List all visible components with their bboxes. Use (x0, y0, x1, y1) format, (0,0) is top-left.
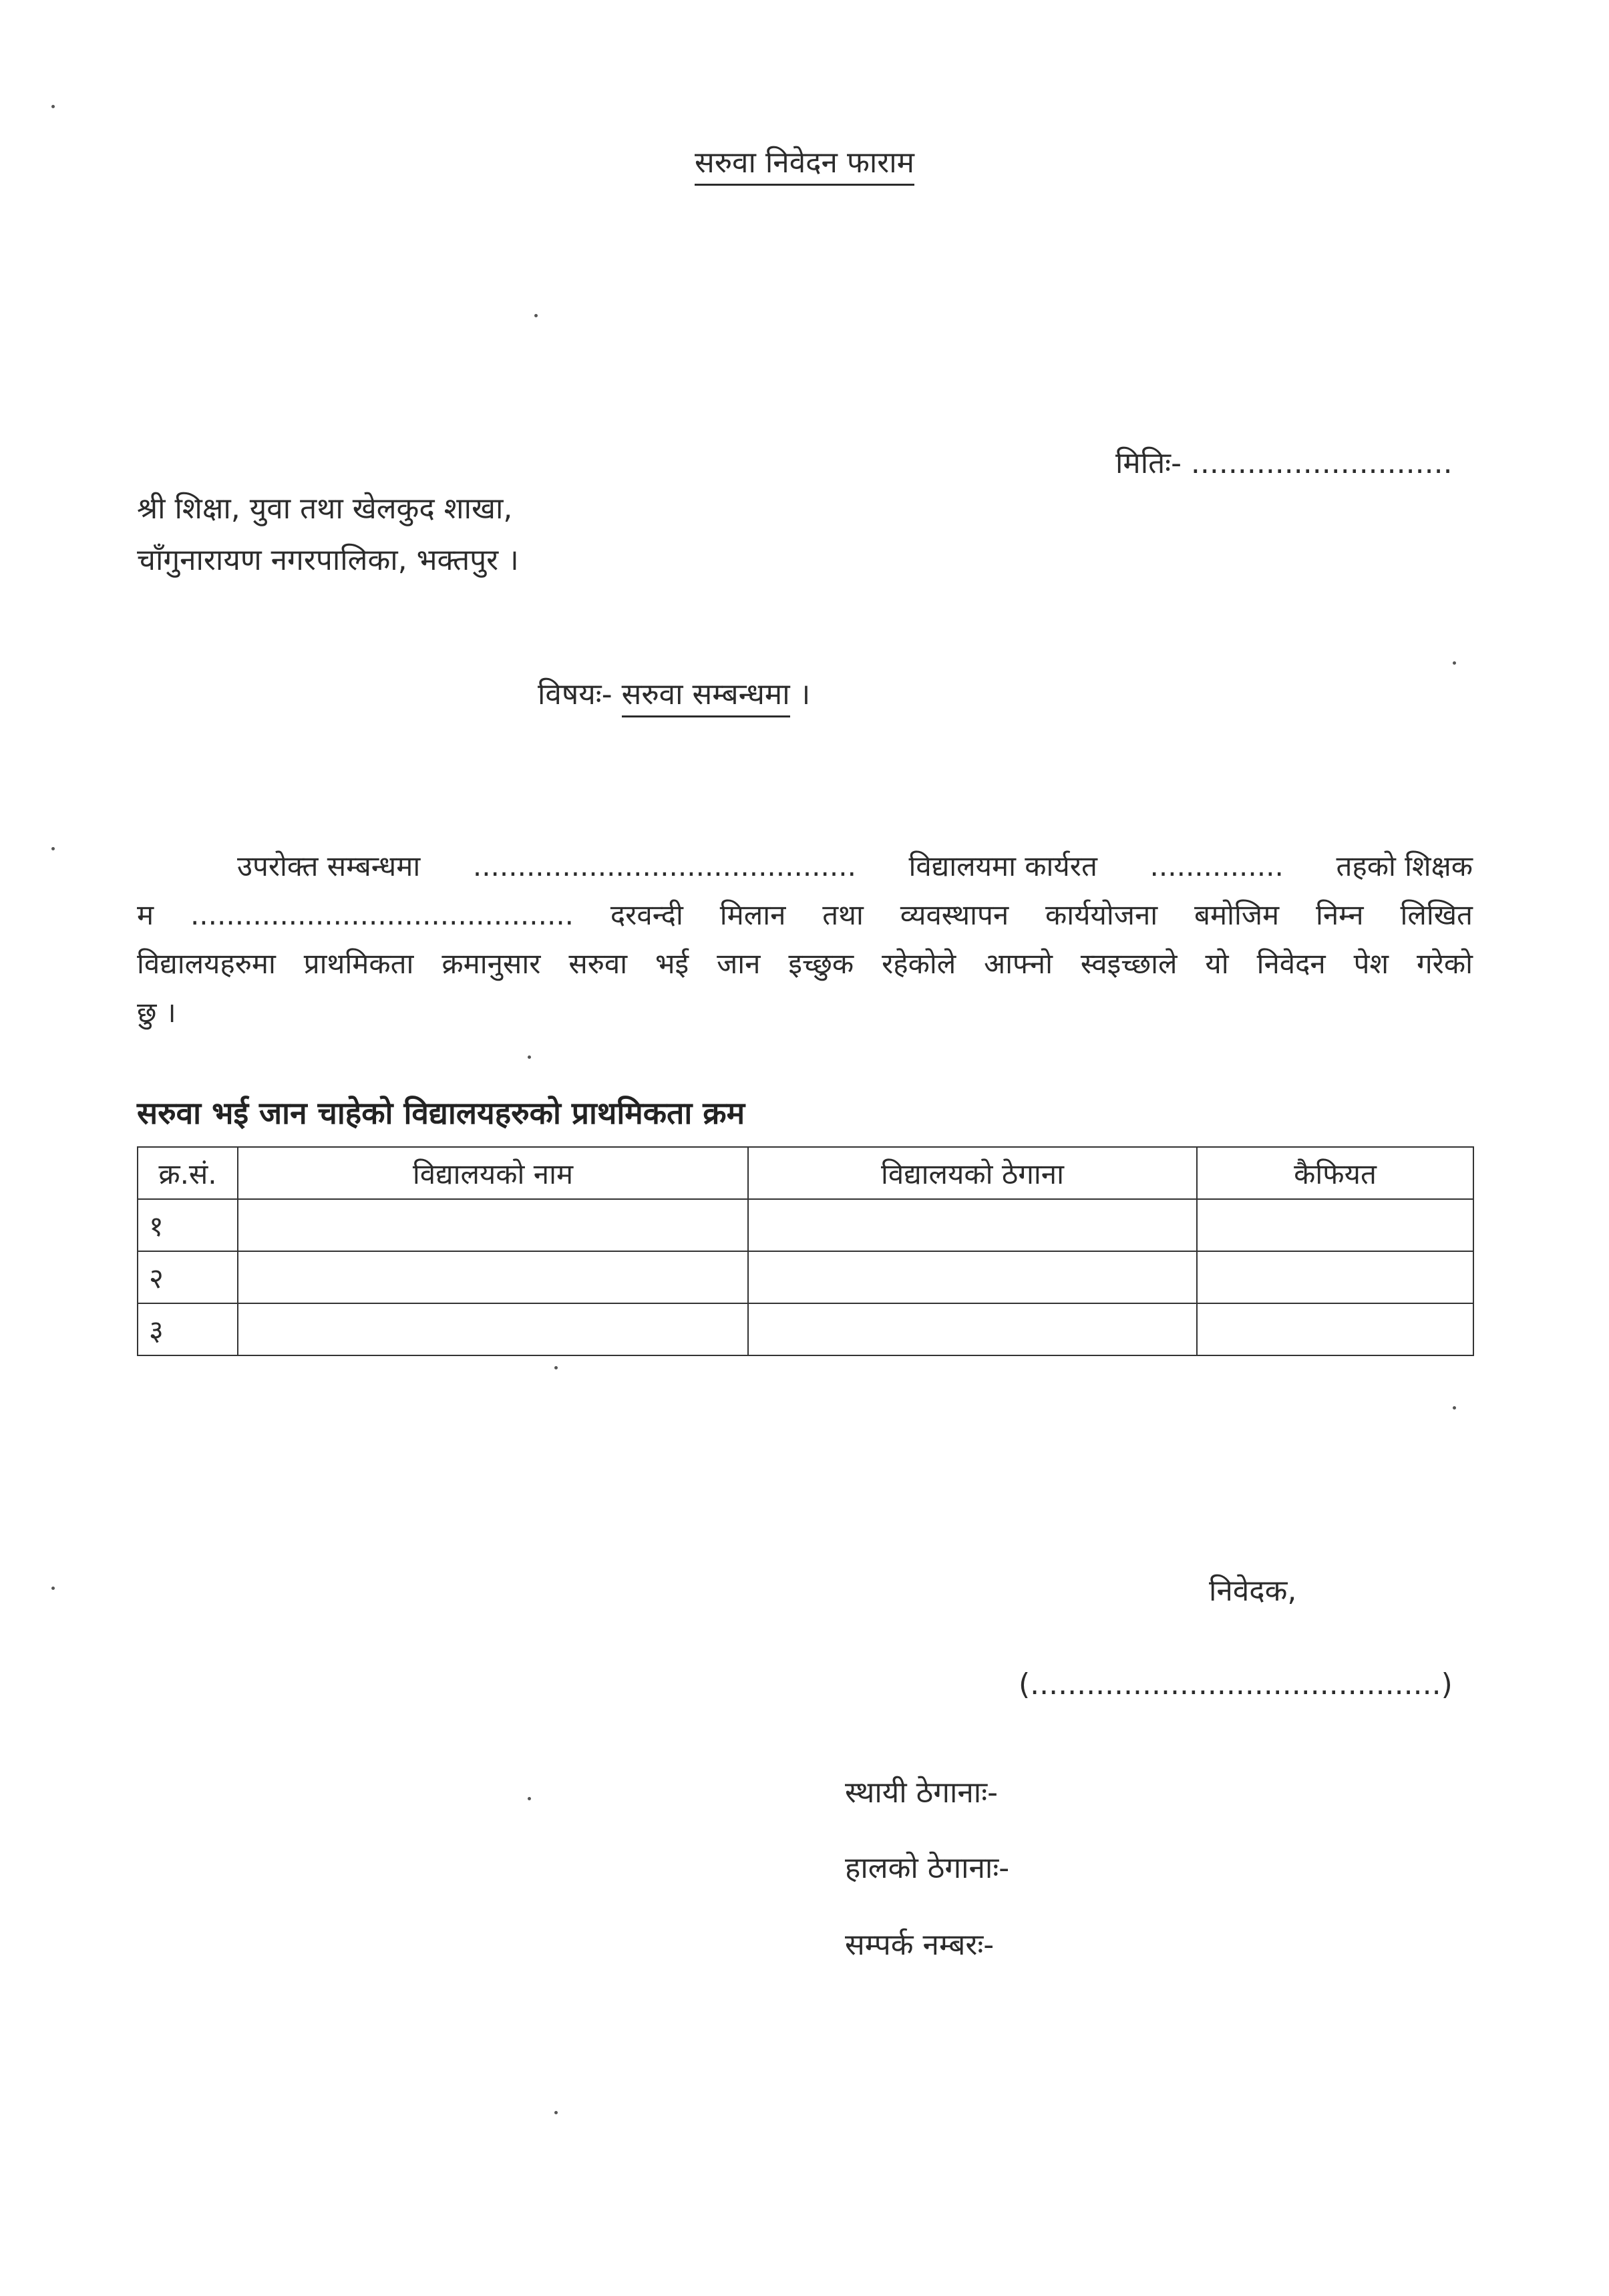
body-word: निवेदन (1256, 947, 1326, 980)
scan-speck (51, 1587, 55, 1590)
body-word: तथा (822, 898, 864, 931)
body-word: कार्ययोजना (1045, 898, 1158, 931)
body-word: भई (655, 947, 689, 980)
body-word: क्रमानुसार (441, 947, 541, 980)
priority-table (137, 1146, 1474, 1356)
scan-speck (554, 2111, 558, 2114)
table-heading: सरुवा भई जान चाहेको विद्यालयहरुको प्राथमिकता क्रम (137, 1095, 745, 1131)
body-word: पेश (1353, 947, 1389, 980)
body-line-3 (137, 947, 1473, 983)
table-row (138, 1251, 1473, 1303)
scan-speck (51, 847, 55, 850)
school-address-cell[interactable] (748, 1199, 1197, 1251)
remarks-cell[interactable] (1197, 1303, 1473, 1355)
scan-speck (528, 1797, 531, 1800)
current-address-label: हालको ठेगानाः- (845, 1851, 1010, 1885)
contact-number-label: सम्पर्क नम्बरः- (845, 1928, 995, 1962)
body-word: लिखित (1400, 898, 1473, 931)
table-row (138, 1303, 1473, 1355)
scan-speck (554, 1366, 558, 1369)
scan-speck (528, 1055, 531, 1059)
body-word: ........................................... (190, 898, 574, 931)
column-header-school-name: विद्यालयको नाम (238, 1147, 748, 1199)
body-word: व्यवस्थापन (900, 898, 1009, 931)
school-name-cell[interactable] (238, 1251, 748, 1303)
applicant-label: निवेदक, (1209, 1574, 1297, 1608)
body-word: उपरोक्त सम्बन्धमा (237, 850, 421, 882)
scan-speck (1453, 1406, 1456, 1410)
body-line-1 (137, 852, 1473, 886)
body-word: यो (1205, 947, 1229, 980)
remarks-cell[interactable] (1197, 1199, 1473, 1251)
school-address-cell[interactable] (748, 1303, 1197, 1355)
body-word: विद्यालयहरुमा (137, 947, 276, 980)
applicant-name-line: (............................................) (1019, 1667, 1453, 1701)
table-row (138, 1199, 1473, 1251)
scan-speck (1453, 661, 1456, 665)
date-field: मितिः- ............................ (1115, 446, 1453, 480)
subject-end: । (799, 677, 811, 711)
body-word: विद्यालयमा कार्यरत (908, 850, 1097, 882)
form-title-text: सरुवा निवेदन फाराम (695, 146, 914, 186)
body-word: गरेको (1417, 947, 1473, 980)
scan-speck (534, 314, 538, 317)
form-title (0, 148, 1609, 178)
recipient-line-1: श्री शिक्षा, युवा तथा खेलकुद शाखा, (137, 492, 513, 526)
body-word: बमोजिम (1194, 898, 1280, 931)
body-word: प्राथमिकता (303, 947, 414, 980)
body-word: जान (717, 947, 761, 980)
body-word: सरुवा (568, 947, 628, 980)
column-header-remarks: कैफियत (1197, 1147, 1473, 1199)
body-word: इच्छुक (788, 947, 854, 980)
body-word: स्वइच्छाले (1080, 947, 1178, 980)
body-line-4: छु । (137, 996, 176, 1029)
serial-cell: २ (138, 1251, 238, 1303)
column-header-school-address: विद्यालयको ठेगाना (748, 1147, 1197, 1199)
serial-cell: १ (138, 1199, 238, 1251)
table-header-row (138, 1147, 1473, 1199)
column-header-serial: क्र.सं. (138, 1147, 238, 1199)
subject-label: विषयः- (538, 677, 612, 711)
school-name-cell[interactable] (238, 1199, 748, 1251)
serial-cell: ३ (138, 1303, 238, 1355)
recipient-line-2: चाँगुनारायण नगरपालिका, भक्तपुर । (137, 543, 519, 577)
remarks-cell[interactable] (1197, 1251, 1473, 1303)
subject-line (538, 677, 811, 711)
body-word: तहको शिक्षक (1336, 850, 1473, 882)
body-line-2 (137, 898, 1473, 935)
body-word: मिलान (719, 898, 786, 931)
body-word: रहेकोले (882, 947, 956, 980)
body-word: दरवन्दी (610, 898, 683, 931)
school-name-cell[interactable] (238, 1303, 748, 1355)
subject-text: सरुवा सम्बन्धमा (622, 677, 790, 717)
body-word: म (137, 898, 154, 931)
body-word: ............... (1149, 850, 1284, 882)
body-word: ........................................... (472, 850, 856, 882)
body-word: आफ्नो (984, 947, 1053, 980)
permanent-address-label: स्थायी ठेगानाः- (845, 1776, 998, 1810)
body-word: निम्न (1315, 898, 1364, 931)
scan-speck (51, 105, 55, 108)
school-address-cell[interactable] (748, 1251, 1197, 1303)
